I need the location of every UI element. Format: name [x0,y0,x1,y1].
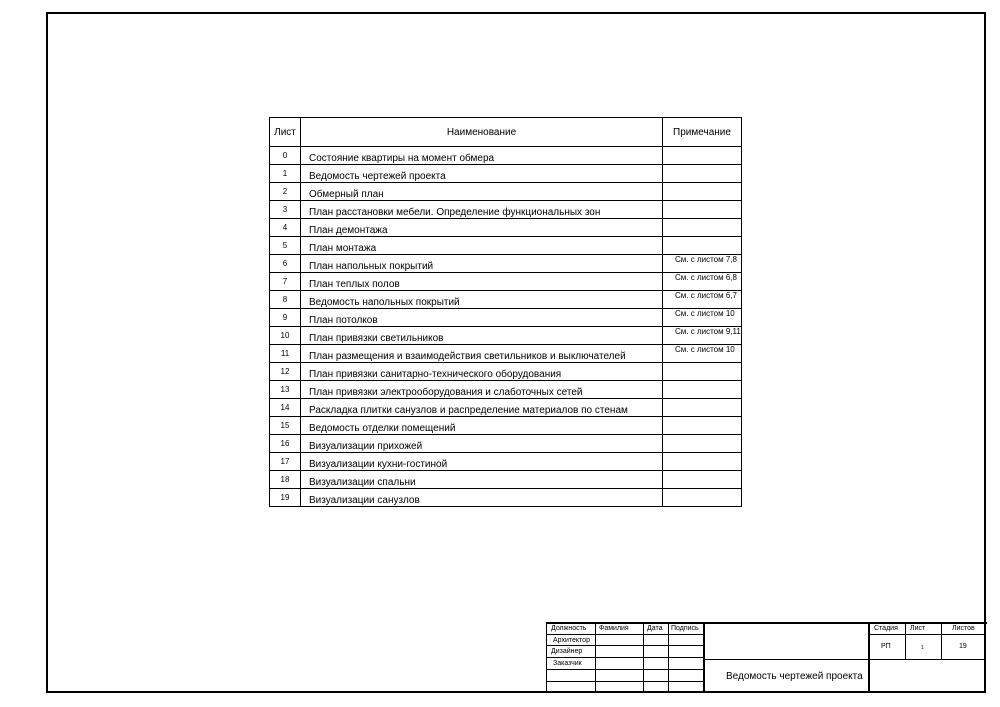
table-row [270,237,742,255]
header-note: Примечание [663,118,742,147]
table-row [270,471,742,489]
sheet-name-cell: Состояние квартиры на момент обмера [301,147,663,165]
table-row [270,255,742,273]
sheet-name-cell: План расстановки мебели. Определение функциональных зон [301,201,663,219]
sheet-note-cell [663,471,742,489]
tb-sheets-label: Листов [952,625,975,632]
tb-sheet-label: Лист [910,625,926,632]
tb-role-architect: Архитектор [553,637,590,644]
sheet-number-cell: 4 [270,219,301,237]
sheet-note-cell: См. с листом 6,8 [663,273,742,291]
table-row [270,201,742,219]
drawing-register-table [269,117,742,507]
sheet-number-cell: 3 [270,201,301,219]
sheet-note-cell [663,399,742,417]
sheet-note-cell [663,147,742,165]
sheet-number-cell: 1 [270,165,301,183]
table-row [270,363,742,381]
table-row [270,273,742,291]
sheet-number-cell: 5 [270,237,301,255]
sheet-name-cell: Ведомость отделки помещений [301,417,663,435]
sheet-number-cell: 12 [270,363,301,381]
sheet-name-cell: Обмерный план [301,183,663,201]
tb-document-title: Ведомость чертежей проекта [726,671,863,682]
sheet-name-cell: План потолков [301,309,663,327]
sheet-name-cell: Визуализации кухни-гостиной [301,453,663,471]
table-row [270,381,742,399]
sheet-name-cell: Ведомость напольных покрытий [301,291,663,309]
header-name: Наименование [301,118,663,147]
sheet-number-cell: 17 [270,453,301,471]
sheet-name-cell: Визуализации санузлов [301,489,663,507]
sheet-number-cell: 6 [270,255,301,273]
sheet-note-cell: См. с листом 10 [663,309,742,327]
sheet-note-cell: См. с листом 6,7 [663,291,742,309]
sheet-name-cell: План напольных покрытий [301,255,663,273]
table-row [270,345,742,363]
sheet-note-cell [663,489,742,507]
sheet-note-cell [663,417,742,435]
sheet-note-cell [663,165,742,183]
sheet-number-cell: 15 [270,417,301,435]
sheet-note-cell [663,363,742,381]
table-row [270,417,742,435]
sheet-name-cell: Визуализации спальни [301,471,663,489]
tb-col-signature: Подпись [671,625,699,632]
sheet-note-cell: См. с листом 9,11 [663,327,742,345]
sheet-name-cell: Ведомость чертежей проекта [301,165,663,183]
tb-stage-value: РП [881,643,891,650]
sheet-number-cell: 2 [270,183,301,201]
tb-sheet-value: 1 [921,645,924,651]
sheet-number-cell: 8 [270,291,301,309]
sheet-note-cell [663,453,742,471]
sheet-name-cell: Раскладка плитки санузлов и распределение материалов по стенам [301,399,663,417]
table-row [270,291,742,309]
sheet-note-cell [663,237,742,255]
sheet-name-cell: План теплых полов [301,273,663,291]
sheet-note-cell [663,219,742,237]
sheet-number-cell: 14 [270,399,301,417]
table-row [270,399,742,417]
header-sheet: Лист [270,118,301,147]
sheet-note-cell [663,435,742,453]
sheet-name-cell: План размещения и взаимодействия светильников и выключателей [301,345,663,363]
sheet-number-cell: 13 [270,381,301,399]
sheet-number-cell: 7 [270,273,301,291]
table-row [270,435,742,453]
table-body [270,147,742,507]
table-row [270,453,742,471]
table-row [270,327,742,345]
sheet-number-cell: 19 [270,489,301,507]
sheet-number-cell: 11 [270,345,301,363]
tb-col-surname: Фамилия [599,625,629,632]
table-row [270,183,742,201]
sheet-number-cell: 10 [270,327,301,345]
table-header-row [270,118,742,147]
sheet-note-cell: См. с листом 7,8 [663,255,742,273]
tb-col-position: Должность [551,625,587,632]
tb-stage-label: Стадия [874,625,898,632]
sheet-name-cell: План привязки светильников [301,327,663,345]
sheet-name-cell: Визуализации прихожей [301,435,663,453]
tb-role-client: Заказчик [553,660,582,667]
sheet-name-cell: План демонтажа [301,219,663,237]
sheet-note-cell [663,201,742,219]
sheet-note-cell: См. с листом 10 [663,345,742,363]
sheet-name-cell: План монтажа [301,237,663,255]
table-row [270,165,742,183]
sheet-number-cell: 0 [270,147,301,165]
table-row [270,147,742,165]
tb-sheets-value: 19 [959,643,967,650]
tb-role-designer: Дизайнер [551,648,583,655]
sheet-number-cell: 18 [270,471,301,489]
sheet-name-cell: План привязки санитарно-технического оборудования [301,363,663,381]
sheet-note-cell [663,381,742,399]
sheet-note-cell [663,183,742,201]
table-row [270,489,742,507]
tb-col-date: Дата [647,625,663,632]
sheet-name-cell: План привязки электрооборудования и слаботочных сетей [301,381,663,399]
sheet-number-cell: 16 [270,435,301,453]
sheet-number-cell: 9 [270,309,301,327]
table-row [270,219,742,237]
table-row [270,309,742,327]
